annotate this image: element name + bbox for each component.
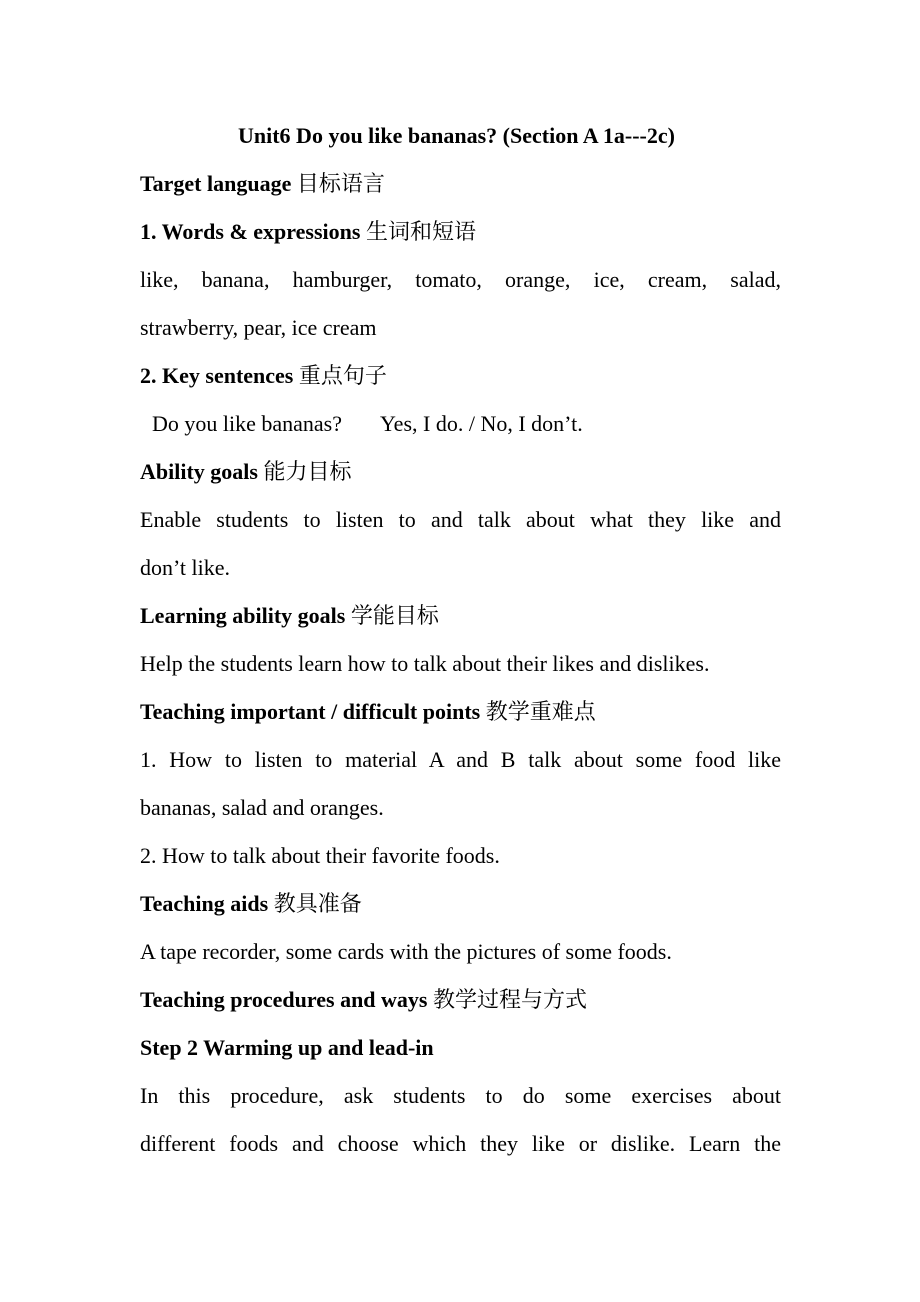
heading-en: 2. Key sentences <box>140 363 294 388</box>
heading-step-2: Step 2 Warming up and lead-in <box>140 1035 434 1060</box>
ability-line-2: don’t like. <box>140 555 231 580</box>
points-line-1b: bananas, salad and oranges. <box>140 795 384 820</box>
heading-words-expressions <box>140 208 781 256</box>
key-sentence-answer: Yes, I do. / No, I don’t. <box>380 411 583 436</box>
heading-en: Teaching procedures and ways <box>140 987 428 1012</box>
heading-cn: 教学重难点 <box>485 700 596 725</box>
learning-line-1: Help the students learn how to talk about their likes and dislikes. <box>140 651 710 676</box>
step2-line-1: In this procedure, ask students to do some exercises about <box>140 1083 781 1108</box>
heading-en: 1. Words & expressions <box>140 219 361 244</box>
heading-teaching-aids <box>140 880 781 928</box>
heading-cn: 能力目标 <box>263 460 352 485</box>
words-line-1: like, banana, hamburger, tomato, orange, ice, cream, salad, <box>140 267 781 292</box>
key-sentence-line <box>140 400 781 448</box>
key-sentence-question: Do you like bananas? <box>152 411 342 436</box>
document-page <box>140 112 781 1168</box>
step2-line-2: different foods and choose which they like or dislike. Learn the <box>140 1131 781 1156</box>
heading-cn: 目标语言 <box>296 172 385 197</box>
heading-key-sentences <box>140 352 781 400</box>
heading-teaching-procedures <box>140 976 781 1024</box>
aids-line-1: A tape recorder, some cards with the pictures of some foods. <box>140 939 672 964</box>
heading-en: Target language <box>140 171 292 196</box>
document-title: Unit6 Do you like bananas? (Section A 1a---2c) <box>238 123 675 148</box>
ability-line-1: Enable students to listen to and talk about what they like and <box>140 507 781 532</box>
heading-en: Teaching important / difficult points <box>140 699 481 724</box>
heading-en: Teaching aids <box>140 891 269 916</box>
heading-teaching-points <box>140 688 781 736</box>
heading-cn: 重点句子 <box>298 364 387 389</box>
heading-en: Learning ability goals <box>140 603 346 628</box>
heading-ability-goals <box>140 448 781 496</box>
heading-cn: 学能目标 <box>350 604 439 629</box>
points-line-1a: 1. How to listen to material A and B talk about some food like <box>140 747 781 772</box>
words-line-2: strawberry, pear, ice cream <box>140 315 377 340</box>
heading-cn: 教具准备 <box>273 892 362 917</box>
heading-cn: 教学过程与方式 <box>432 988 587 1013</box>
heading-target-language <box>140 160 781 208</box>
heading-cn: 生词和短语 <box>365 220 476 245</box>
heading-learning-ability-goals <box>140 592 781 640</box>
heading-en: Ability goals <box>140 459 258 484</box>
points-line-2: 2. How to talk about their favorite foods. <box>140 843 500 868</box>
